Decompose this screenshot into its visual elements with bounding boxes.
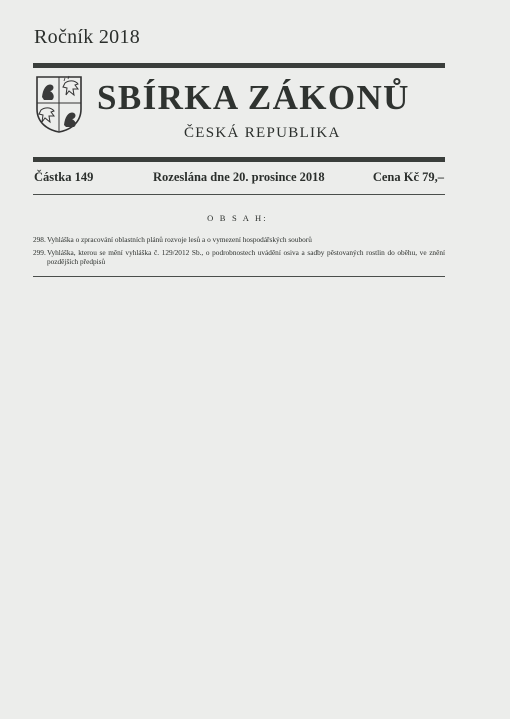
- item-title: Vyhláška, kterou se mění vyhláška č. 129/2012 Sb., o podrobnostech uvádění osiva a sadby pěstovaných rostlin do oběhu, ve znění pozdějších předpisů: [47, 248, 445, 266]
- distribution-date: Rozeslána dne 20. prosince 2018: [153, 170, 325, 184]
- contents-heading: O B S A H:: [207, 213, 268, 223]
- item-number: 299.: [33, 248, 46, 257]
- gazette-subtitle: ČESKÁ REPUBLIKA: [184, 125, 341, 141]
- contents-list: [33, 235, 445, 266]
- volume-year: Ročník 2018: [34, 26, 141, 48]
- list-item: [33, 248, 445, 266]
- list-item: [33, 235, 445, 244]
- gazette-title: SBÍRKA ZÁKONŮ: [97, 78, 410, 117]
- header-bottom-rule: [33, 157, 445, 162]
- price-label: Cena Kč 79,–: [372, 170, 444, 184]
- top-rule: [33, 63, 445, 68]
- item-number: 298.: [33, 235, 46, 244]
- contents-bottom-rule: [33, 276, 445, 277]
- issue-number: Částka 149: [34, 170, 94, 184]
- item-title: Vyhláška o zpracování oblastních plánů rozvoje lesů a o vymezení hospodářských souborů: [47, 235, 312, 244]
- meta-bottom-rule: [33, 194, 445, 195]
- state-emblem-icon: [34, 75, 84, 133]
